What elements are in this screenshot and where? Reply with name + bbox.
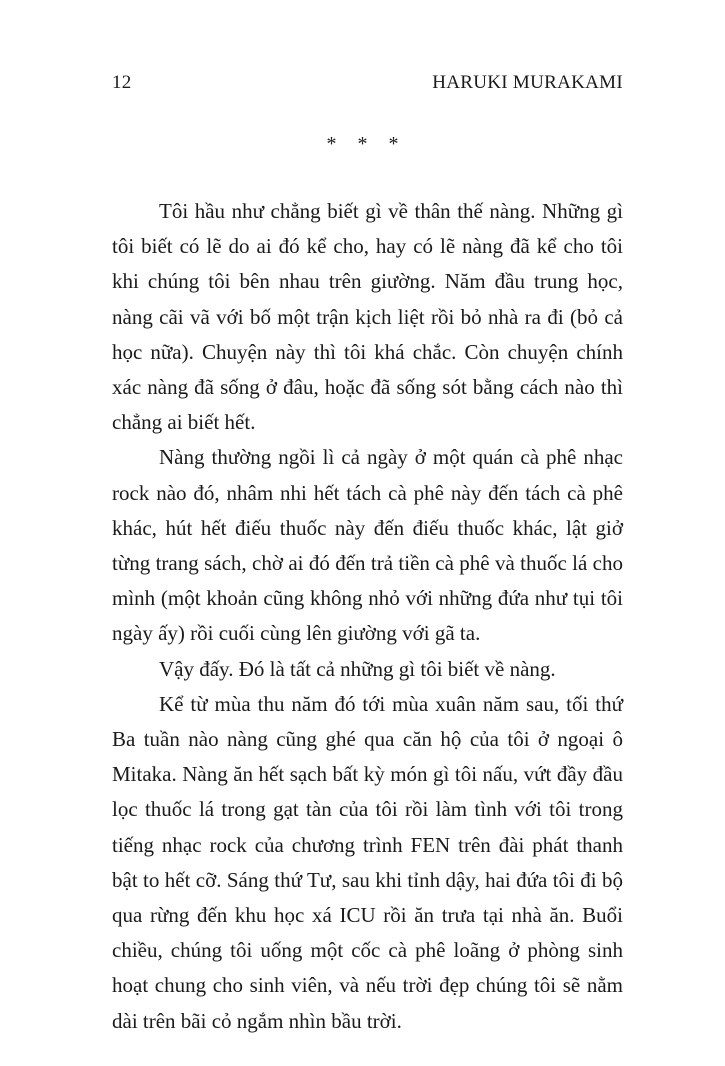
author-name: HARUKI MURAKAMI: [432, 72, 623, 93]
body-text: [112, 194, 623, 1039]
page-number: 12: [112, 72, 132, 93]
paragraph: Vậy đấy. Đó là tất cả những gì tôi biết về nàng.: [159, 656, 556, 681]
paragraph: Kể từ mùa thu năm đó tới mùa xuân năm sau, tối thứ Ba tuần nào nàng cũng ghé qua căn hộ của tôi ở ngoại ô Mitaka. Nàng ăn hết sạch bất kỳ món gì tôi nấu, vứt đầy đầu lọc thuốc lá trong gạt tàn của tôi rồi làm tình với tôi trong tiếng nhạc rock của chương trình FEN trên đài phát thanh bật to hết cỡ. Sáng thứ Tư, sau khi tỉnh dậy, hai đứa tôi đi bộ qua rừng đến khu học xá ICU rồi ăn trưa tại nhà ăn. Buổi chiều, chúng tôi uống một cốc cà phê loãng ở phòng sinh hoạt chung cho sinh viên, và nếu trời đẹp chúng tôi sẽ nằm dài trên bãi cỏ ngắm nhìn bầu trời.: [112, 691, 623, 1033]
paragraph: Tôi hầu như chẳng biết gì về thân thế nàng. Những gì tôi biết có lẽ do ai đó kể cho, hay có lẽ nàng đã kể cho tôi khi chúng tôi bên nhau trên giường. Năm đầu trung học, nàng cãi vã với bố một trận kịch liệt rồi bỏ nhà ra đi (bỏ cả học nữa). Chuyện này thì tôi khá chắc. Còn chuyện chính xác nàng đã sống ở đâu, hoặc đã sống sót bằng cách nào thì chẳng ai biết hết.: [112, 199, 623, 435]
paragraph: Nàng thường ngồi lì cả ngày ở một quán cà phê nhạc rock nào đó, nhâm nhi hết tách cà phê này đến tách cà phê khác, hút hết điếu thuốc này đến điếu thuốc khác, lật giở từng trang sách, chờ ai đó đến trả tiền cà phê và thuốc lá cho mình (một khoản cũng không nhỏ với những đứa như tụi tôi ngày ấy) rồi cuối cùng lên giường với gã ta.: [112, 445, 623, 646]
section-break: * * *: [326, 133, 407, 155]
running-header: [112, 68, 623, 98]
